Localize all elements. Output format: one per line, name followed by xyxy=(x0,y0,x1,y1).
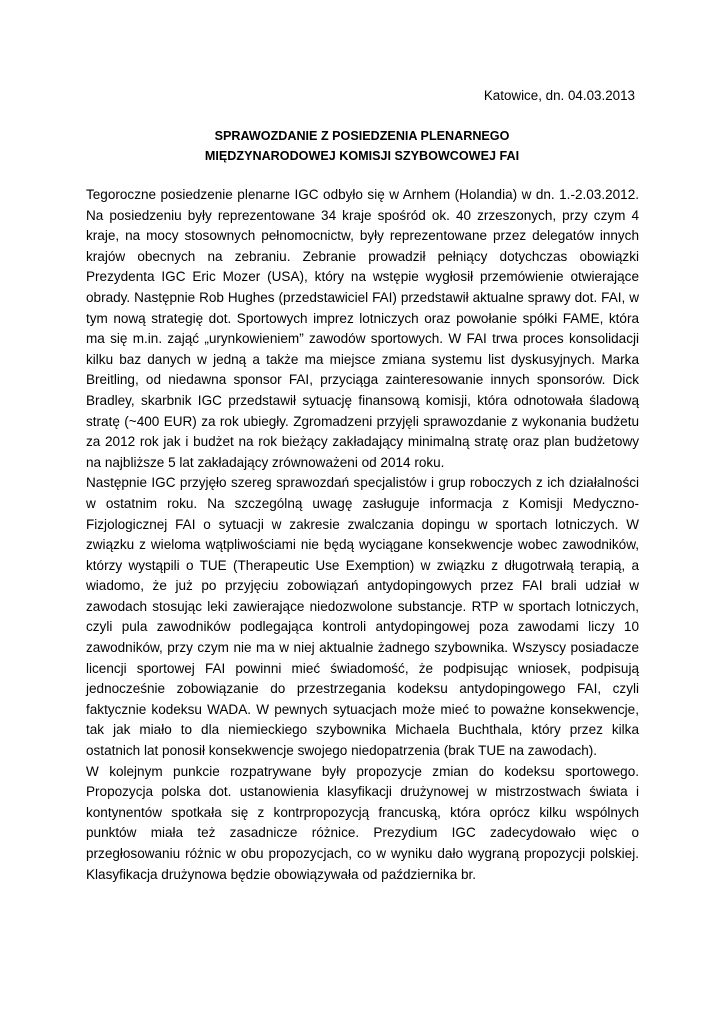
paragraph-sporting-code: W kolejnym punkcie rozpatrywane były propozycje zmian do kodeksu sportowego. Propozycja polska dot. ustanowienia klasyfikacji drużynowej w mistrzostwach świata i kontynentów spotkała się z kontrpropozycją francuską, która oprócz kilku wspólnych punktów miała też zasadnicze różnice. Prezydium IGC zadecydowało więc o przegłosowaniu różnic w obu propozycjach, co w wyniku dało wygraną propozycji polskiej. Klasyfikacja drużynowa będzie obowiązywała od października br. xyxy=(86,763,639,882)
document-body xyxy=(86,185,639,885)
title-line-2: MIĘDZYNARODOWEJ KOMISJI SZYBOWCOWEJ FAI xyxy=(204,149,520,163)
date-line: Katowice, dn. 04.03.2013 xyxy=(483,88,635,103)
paragraph-meeting-overview: Tegoroczne posiedzenie plenarne IGC odbyło się w Arnhem (Holandia) w dn. 1.-2.03.2012. Na posiedzeniu były reprezentowane 34 kraje spośród ok. 40 zrzeszonych, przy czym 4 kraje, na mocy stosownych pełnomocnictw, były reprezentowane przez delegatów innych krajów obecnych na zebraniu. Zebranie prowadził pełniący dotychczas obowiązki Prezydenta IGC Eric Mozer (USA), który na wstępie wygłosił przemówienie otwierające obrady. Następnie Rob Hughes (przedstawiciel FAI) przedstawił aktualne sprawy dot. FAI, w tym nową strategię dot. Sportowych imprez lotniczych oraz powołanie spółki FAME, która ma się m.in. zająć „urynkowieniem” zawodów sportowych. W FAI trwa proces konsolidacji kilku baz danych w jedną a także ma miejsce zmiana systemu list dyskusyjnych. Marka Breitling, od niedawna sponsor FAI, przyciąga zainteresowanie innych sponsorów. Dick Bradley, skarbnik IGC przedstawił sytuację finansową komisji, która odnotowała śladową stratę (~400 EUR) za rok ubiegły. Zgromadzeni przyjęli sprawozdanie z wykonania budżetu za 2012 rok jak i budżet na rok bieżący zakładający minimalną stratę oraz plan budżetowy na najbliższe 5 lat zakładający zrównoważeni od 2014 roku. xyxy=(86,187,639,470)
title-line-1: SPRAWOZDANIE Z POSIEDZENIA PLENARNEGO xyxy=(214,129,510,143)
document-title xyxy=(86,126,638,166)
paragraph-reports-doping: Następnie IGC przyjęło szereg sprawozdań specjalistów i grup roboczych z ich działalności w ostatnim roku. Na szczególną uwagę zasługuje informacja z Komisji Medyczno-Fizjologicznej FAI o sytuacji w zakresie zwalczania dopingu w sportach lotniczych. W związku z wieloma wątpliwościami nie będą wyciągane konsekwencje wobec zawodników, którzy wystąpili o TUE (Therapeutic Use Exemption) w związku z długotrwałą terapią, a wiadomo, że już po przyjęciu zobowiązań antydopingowych przez FAI brali udział w zawodach stosując leki zawierające niedozwolone substancje. RTP w sportach lotniczych, czyli pula zawodników podlegająca kontroli antydopingowej poza zawodami liczy 10 zawodników, przy czym nie ma w niej aktualnie żadnego szybownika. Wszyscy posiadacze licencji sportowej FAI powinni mieć świadomość, że podpisując wniosek, podpisują jednocześnie zobowiązanie do przestrzegania kodeksu antydopingowego FAI, czyli faktycznie kodeksu WADA. W pewnych sytuacjach może mieć to poważne konsekwencje, tak jak miało to dla niemieckiego szybownika Michaela Buchthala, który przez kilka ostatnich lat ponosił konsekwencje swojego niedopatrzenia (brak TUE na zawodach). xyxy=(86,475,639,759)
